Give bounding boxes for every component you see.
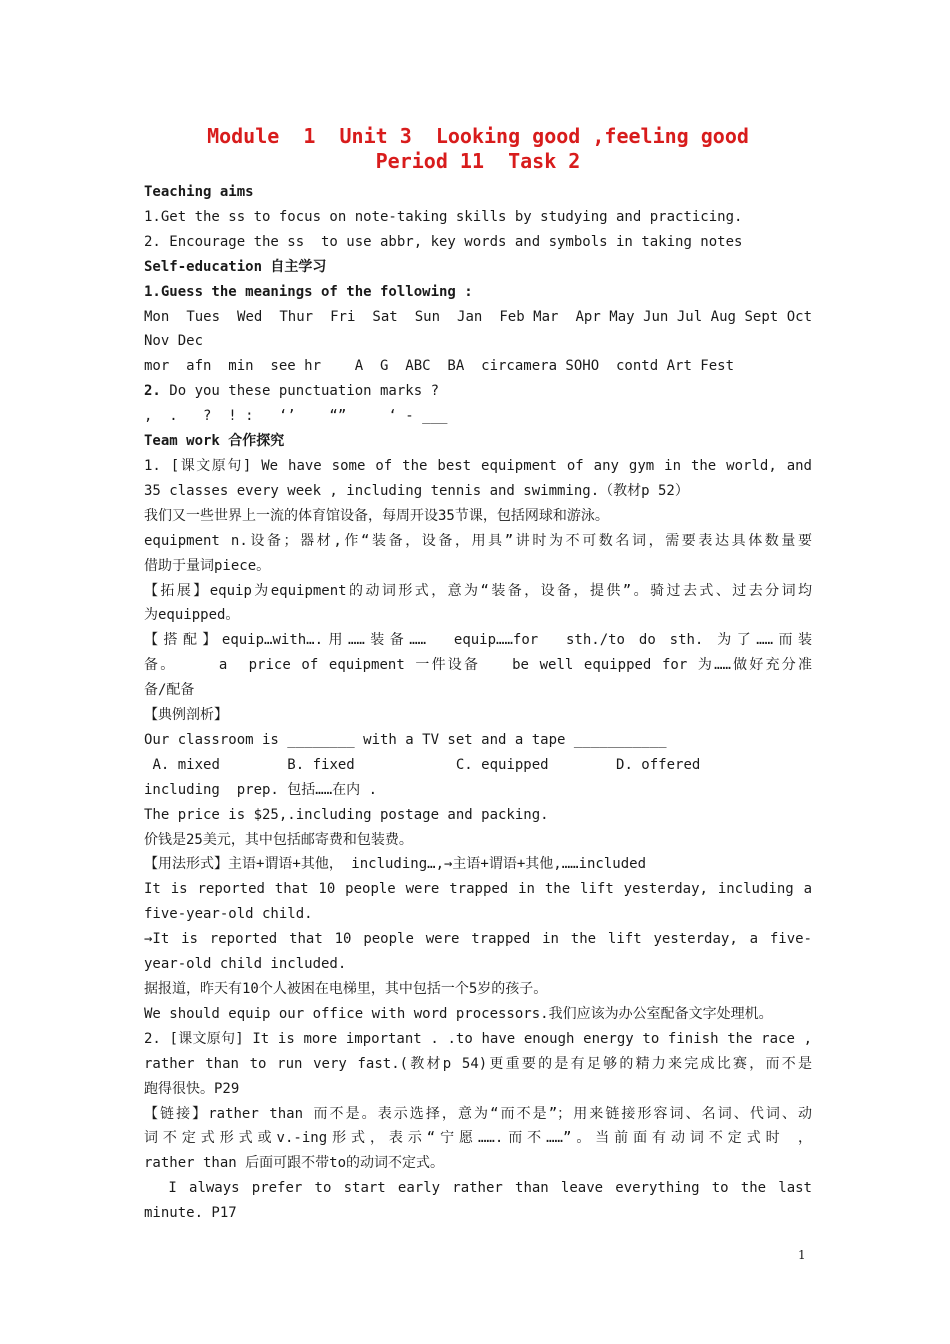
text-line: including prep. 包括……在内 . xyxy=(144,781,378,798)
text-line: 备/配备 xyxy=(144,682,195,699)
text-line: Teaching aims xyxy=(144,184,254,200)
item-number: 2. xyxy=(144,383,161,400)
text-line: I always prefer to start early rather than leave everything to the last xyxy=(144,1180,812,1197)
text-line: 【用法形式】主语+谓语+其他， including…,→主语+谓语+其他,……included xyxy=(144,856,647,873)
text-line: 35 classes every week , including tennis and swimming.（教材p 52） xyxy=(144,482,689,499)
text-line: 2. [课文原句] It is more important . .to have enough energy to finish the race , xyxy=(144,1030,812,1047)
text-line: 词不定式形式或v.-ing形式，表示“宁愿…….而不……”。当前面有动词不定式时 ， xyxy=(144,1130,812,1147)
text-line: rather than 后面可跟不带to的动词不定式。 xyxy=(144,1155,445,1172)
text-line: 【拓展】equip为equipment的动词形式，意为“装备，设备，提供”。骑过去式、过去分词均 xyxy=(144,582,812,599)
text-line: Mon Tues Wed Thur Fri Sat Sun Jan Feb Mar Apr May Jun Jul Aug Sept Oct xyxy=(144,308,812,325)
document-body xyxy=(144,180,812,1226)
text-line: 【搭配】equip…with….用……装备…… equip……for sth./to do sth. 为了……而装 xyxy=(144,632,812,649)
text-line: Self-education 自主学习 xyxy=(144,258,327,275)
module-title: Module 1 Unit 3 Looking good ,feeling good xyxy=(207,124,749,148)
text-line: 跑得很快。P29 xyxy=(144,1080,240,1097)
text-line: rather than to run very fast.(教材p 54)更重要的是有足够的精力来完成比赛，而不是 xyxy=(144,1055,812,1072)
text-line: 价钱是25美元，其中包括邮寄费和包装费。 xyxy=(144,831,413,848)
text-line: 为equipped。 xyxy=(144,607,240,624)
text-line: 借助于量词piece。 xyxy=(144,557,271,574)
text-line: 2. Encourage the ss to use abbr, key words and symbols in taking notes xyxy=(144,233,743,250)
text-line: It is reported that 10 people were trapped in the lift yesterday, including a xyxy=(144,881,812,898)
text-line: Nov Dec xyxy=(144,333,204,350)
text-line: We should equip our office with word processors.我们应该为办公室配备文字处理机。 xyxy=(144,1005,773,1022)
text-line: 1. [课文原句] We have some of the best equipment of any gym in the world, and xyxy=(144,457,812,474)
text-line: →It is reported that 10 people were trapped in the lift yesterday, a five- xyxy=(144,931,812,948)
text-line: mor afn min see hr A G ABC BA circamera SOHO contd Art Fest xyxy=(144,358,735,375)
text-line: The price is $25,.including postage and packing. xyxy=(144,806,549,823)
text-line: 【链接】rather than 而不是。表示选择，意为“而不是”；用来链接形容词、名词、代词、动 xyxy=(144,1105,812,1122)
text-line: equipment n.设备；器材,作“装备，设备，用具”讲时为不可数名词，需要表达具体数量要 xyxy=(144,532,812,549)
page-number: 1 xyxy=(798,1248,806,1262)
text-line: 据报道，昨天有10个人被困在电梯里，其中包括一个5岁的孩子。 xyxy=(144,981,548,997)
text-line: 我们又一些世界上一流的体育馆设备，每周开设35节课，包括网球和游泳。 xyxy=(144,507,609,524)
document-page xyxy=(144,118,812,1226)
text-line: Our classroom is ________ with a TV set and a tape ___________ xyxy=(144,731,667,748)
text-line: Team work 合作探究 xyxy=(144,433,285,450)
text-line: minute. P17 xyxy=(144,1205,237,1222)
text-line: 备。 a price of equipment 一件设备 be well equipped for 为……做好充分准 xyxy=(144,657,812,674)
text-line: A. mixed B. fixed C. equipped D. offered xyxy=(144,756,701,773)
text-line: 2. Do you these punctuation marks ? xyxy=(144,383,440,400)
text-line: , . ? ! : ‘’ “” ‘ - ___ xyxy=(144,408,448,425)
period-title: Period 11 Task 2 xyxy=(375,149,581,173)
text-line: 1.Get the ss to focus on note-taking skills by studying and practicing. xyxy=(144,208,743,225)
text-line: year-old child included. xyxy=(144,956,347,973)
text-line: 1.Guess the meanings of the following : xyxy=(144,283,473,300)
text-line: 【典例剖析】 xyxy=(144,707,228,724)
text-line: five-year-old child. xyxy=(144,906,313,923)
